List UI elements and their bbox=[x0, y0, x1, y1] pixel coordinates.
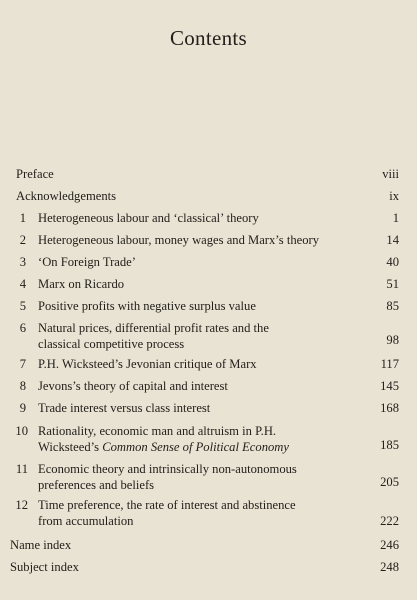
chapter-title: Economic theory and intrinsically non-autonomous bbox=[38, 462, 297, 476]
chapter-number: 4 bbox=[19, 277, 26, 291]
chapter-page: 117 bbox=[380, 357, 399, 371]
entry-label: Subject index bbox=[10, 560, 79, 574]
chapter-title: ‘On Foreign Trade’ bbox=[38, 255, 136, 269]
chapter-title: Jevons’s theory of capital and interest bbox=[38, 379, 228, 393]
chapter-page: 85 bbox=[386, 299, 399, 313]
chapter-title: Positive profits with negative surplus value bbox=[38, 299, 256, 313]
chapter-page: 1 bbox=[392, 211, 399, 225]
chapter-title: Heterogeneous labour, money wages and Marx’s theory bbox=[38, 233, 320, 247]
chapter-number: 1 bbox=[19, 211, 26, 225]
entry-label: Preface bbox=[16, 167, 54, 181]
chapter-page: 40 bbox=[386, 255, 399, 269]
page-title: Contents bbox=[169, 26, 248, 50]
chapter-number: 7 bbox=[19, 357, 26, 371]
chapter-page: 14 bbox=[386, 233, 399, 247]
chapter-number: 8 bbox=[19, 379, 26, 393]
chapter-page: 205 bbox=[380, 475, 399, 489]
chapter-title: Time preference, the rate of interest and abstinence bbox=[38, 498, 296, 512]
entry-page: 248 bbox=[380, 560, 399, 574]
chapter-number: 6 bbox=[19, 321, 26, 335]
chapter-title: Marx on Ricardo bbox=[38, 277, 125, 291]
chapter-title-continued: from accumulation bbox=[38, 514, 134, 528]
chapter-title: Heterogeneous labour and ‘classical’ theory bbox=[38, 211, 259, 225]
chapter-page: 185 bbox=[380, 438, 399, 452]
entry-page: 246 bbox=[380, 538, 399, 552]
entry-page: ix bbox=[389, 189, 399, 203]
chapter-number: 12 bbox=[15, 498, 28, 512]
chapter-page: 98 bbox=[386, 333, 399, 347]
chapter-title: P.H. Wicksteed’s Jevonian critique of Marx bbox=[38, 357, 257, 371]
chapter-number: 5 bbox=[19, 299, 26, 313]
chapter-title-plain: Wicksteed’s bbox=[38, 440, 103, 454]
entry-page: viii bbox=[382, 167, 399, 181]
chapter-title-continued bbox=[38, 439, 289, 455]
chapter-number: 9 bbox=[19, 401, 26, 415]
chapter-page: 168 bbox=[380, 401, 399, 415]
chapter-page: 51 bbox=[386, 277, 399, 291]
chapter-number: 11 bbox=[15, 462, 28, 476]
chapter-title: Rationality, economic man and altruism in P.H. bbox=[38, 424, 277, 438]
chapter-title-continued: preferences and beliefs bbox=[38, 478, 155, 492]
chapter-title: Trade interest versus class interest bbox=[38, 401, 211, 415]
chapter-page: 145 bbox=[380, 379, 399, 393]
chapter-title: Natural prices, differential profit rates and the bbox=[38, 321, 269, 335]
entry-label: Acknowledgements bbox=[16, 189, 117, 203]
chapter-number: 3 bbox=[19, 255, 26, 269]
chapter-number: 10 bbox=[15, 424, 28, 438]
chapter-title-continued: classical competitive process bbox=[38, 337, 185, 351]
entry-label: Name index bbox=[10, 538, 72, 552]
chapter-number: 2 bbox=[19, 233, 26, 247]
chapter-page: 222 bbox=[380, 514, 399, 528]
chapter-title-italic: Common Sense of Political Economy bbox=[102, 440, 289, 454]
